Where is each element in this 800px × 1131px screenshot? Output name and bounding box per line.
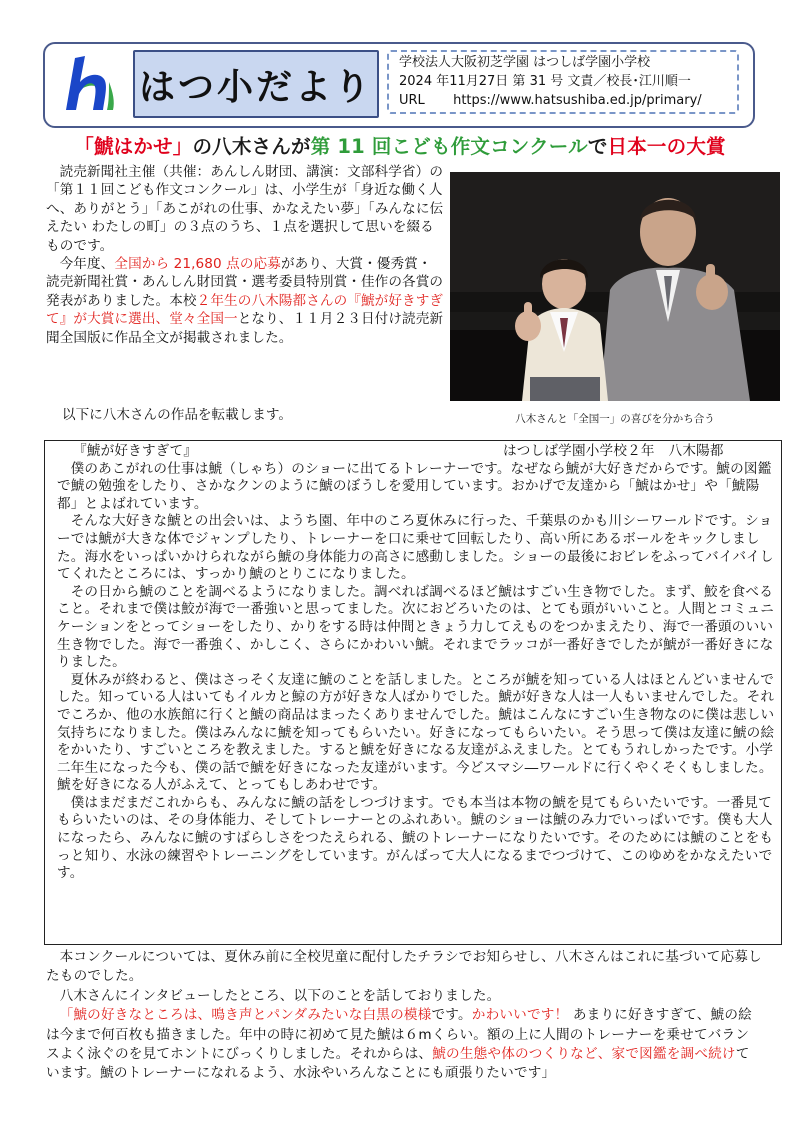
url-label: URL xyxy=(399,93,425,108)
closing-paragraph-1: 本コンクールについては、夏休み前に全校児童に配付したチラシでお知らせし、八木さんはこれに基づいて応募したものでした。 xyxy=(46,949,762,985)
headline xyxy=(0,131,800,159)
school-url-link[interactable]: https://www.hatsushiba.ed.jp/primary/ xyxy=(453,93,702,108)
headline-award: 日本一の大賞 xyxy=(607,135,726,158)
closing-text: ています。鯱のトレーナーになれるよう、水泳やいろんなことにも頑張りたいです」 xyxy=(46,1046,750,1082)
photo-caption: 八木さんと「全国一」の喜びを分かち合う xyxy=(515,413,715,425)
headline-name: の八木さん xyxy=(192,135,291,158)
closing-text: です。 xyxy=(431,1007,472,1024)
essay-paragraph: 夏休みが終わると、僕はさっそく友達に鯱のことを話しました。ところが鯱を知っている人はほとんどいませんでした。知っている人はいてもイルカと鯨の方が好きな人ばかりでした。鯱が好きな人は一人もいませんでした。それでころか、他の水族館に行くと鯱の商品はまったくありませんでした。鯱はこんなにすごい生き物なのに僕は悲しい気持ちになりました。僕はみんなに鯱を知ってもらいたい。好きになってもらいたい。そう思って僕は友達に鯱の絵をかいたり、すごいところを教えました。すると鯱を好きになる友達がふえました。とてもうれしかったです。小学二年生になった今も、僕の話で鯱を好きになった友達がいます。今どスマシ―ワールドに行くやくそくもしました。鯱を好きになる人がふえて、とってもしあわせです。 xyxy=(57,671,775,794)
intro-paragraph-1: 読売新聞社主催（共催：あんしん財団、講演：文部科学省）の「第１１回こども作文コンクール」は、小学生が「身近な働く人へ、ありがとう」「あこがれの仕事、かなえたい夢」「みんなに伝えたい わたしの町」の３点のうち、１点を選択して思いを綴るものです。 xyxy=(46,164,444,254)
quote-highlight-1: 「鯱の好きなところは、鳴き声とパンダみたいな白黒の模様 xyxy=(59,1007,432,1024)
essay-paragraph: その日から鯱のことを調べるようになりました。調べれば調べるほど鯱はすごい生き物でした。まず、鮫を食べること。それまで僕は鮫が海で一番強いと思ってました。次におどろいたのは、とても頭がいいこと。人間とコミュニケーションをとってショーをしたり、かりをする時は仲間ときょう力してえものをつかまえたり、海で一番頭のいい生き物でした。海で一番強く、かしこく、さらにかわいい鯱。それまでラッコが一番好きでしたが鯱が一番好きになりました。 xyxy=(57,583,774,671)
award-photo xyxy=(450,172,780,401)
masthead xyxy=(43,42,755,128)
essay-paragraph: 僕のあこがれの仕事は鯱（しゃち）のショーに出てるトレーナーです。なぜなら鯱が大好きだからです。鯱の図鑑で鯱の勉強をしたり、さかなクンのように鯱のぼうしを愛用しています。おかげで友達から「鯱はかせ」や「鯱陽都」とよばれています。 xyxy=(57,460,772,512)
closing-paragraph-2: 八木さんにインタビューしたところ、以下のことを話しておりました。 xyxy=(59,987,501,1004)
essay-paragraph: そんな大好きな鯱との出会いは、ようち園、年中のころ夏休みに行った、千葉県のかも川シーワールドです。ショーでは鯱が大きな体でジャンプしたり、トレーナーを口に乗せて回転したり、高い所にあるボールをキックしました。海水をいっぱいかけられながら鯱の身体能力の高さに感動しました。ショーの最後におビレをふってバイバイしてくれたところには、すっかり鯱のとりこになりました。 xyxy=(57,513,774,583)
reprint-note: 以下に八木さんの作品を転載します。 xyxy=(62,407,293,423)
essay-box xyxy=(44,440,782,945)
quote-highlight-2: かわいいです！ xyxy=(471,1007,569,1024)
quote-highlight-3: 鯱の生態や体のつくりなど、家で図鑑を調べ続け xyxy=(432,1046,736,1063)
headline-particle-1: が xyxy=(290,135,311,158)
school-name: 学校法人大阪初芝学園 はつしば学園小学校 xyxy=(399,55,651,70)
intro-text: 今年度、 xyxy=(59,256,115,273)
essay-paragraph: 僕はまだまだこれからも、みんなに鯱の話をしつづけます。でも本当は本物の鯱を見てもらいたいです。一番見てもらいたいのは、その身体能力、そしてトレーナーとのふれあい。鯱のショーは鯱のみ力でいっぱいです。僕も大人になったら、みんなに鯱のすばらしさをつたえられる、鯱のトレーナーになりたいです。そのためには鯱のことをもっと知り、水泳の練習やトレーニングをしています。がんばって大人になるまでつづけて、このゆめをかなえたいです。 xyxy=(57,794,774,882)
intro-article xyxy=(46,163,444,347)
issue-line: 2024 年11月27日 第 31 号 文責／校長･江川順一 xyxy=(399,74,691,89)
closing-article xyxy=(46,948,762,1084)
intro-text: があり、大賞・優秀賞・読売新聞社賞・あんしん財団賞・選考委員特別賞・佳作の各賞の発表がありました。本校 xyxy=(46,256,444,309)
school-logo-h-icon xyxy=(63,52,123,116)
essay-title: 『鯱が好きすぎて』 xyxy=(73,443,198,459)
closing-text: あまりに好きすぎて、鯱の絵は今まで何百枚も描きました。年中の時に初めて見た鯱は６mくらい。額の上に人間のトレーナーを乗せてバランスよく泳ぐのを見てホントにびっくりしました。それからは、 xyxy=(46,1007,752,1063)
url-line xyxy=(399,91,737,110)
intro-paragraph-2 xyxy=(46,255,444,347)
issue-info xyxy=(387,50,739,114)
closing-paragraph-3 xyxy=(46,1006,762,1084)
essay-header xyxy=(57,443,775,461)
headline-contest: 第 11 回こども作文コンクール xyxy=(310,135,588,158)
intro-text: となり、１１月２３日付け読売新聞全国版に作品全文が掲載されました。 xyxy=(46,311,444,346)
intro-highlight-award: ２年生の八木陽都さんの『鯱が好きすぎて』が大賞に選出、堂々全国一 xyxy=(46,292,444,328)
intro-highlight-entries: 全国から 21,680 点の応募 xyxy=(114,256,281,273)
essay-author: はつしば学園小学校２年 八木陽都 xyxy=(503,443,724,459)
headline-nickname: 「鯱はかせ」 xyxy=(74,135,193,158)
headline-particle-2: で xyxy=(587,135,608,158)
newsletter-title: はつ小だより xyxy=(133,50,379,118)
